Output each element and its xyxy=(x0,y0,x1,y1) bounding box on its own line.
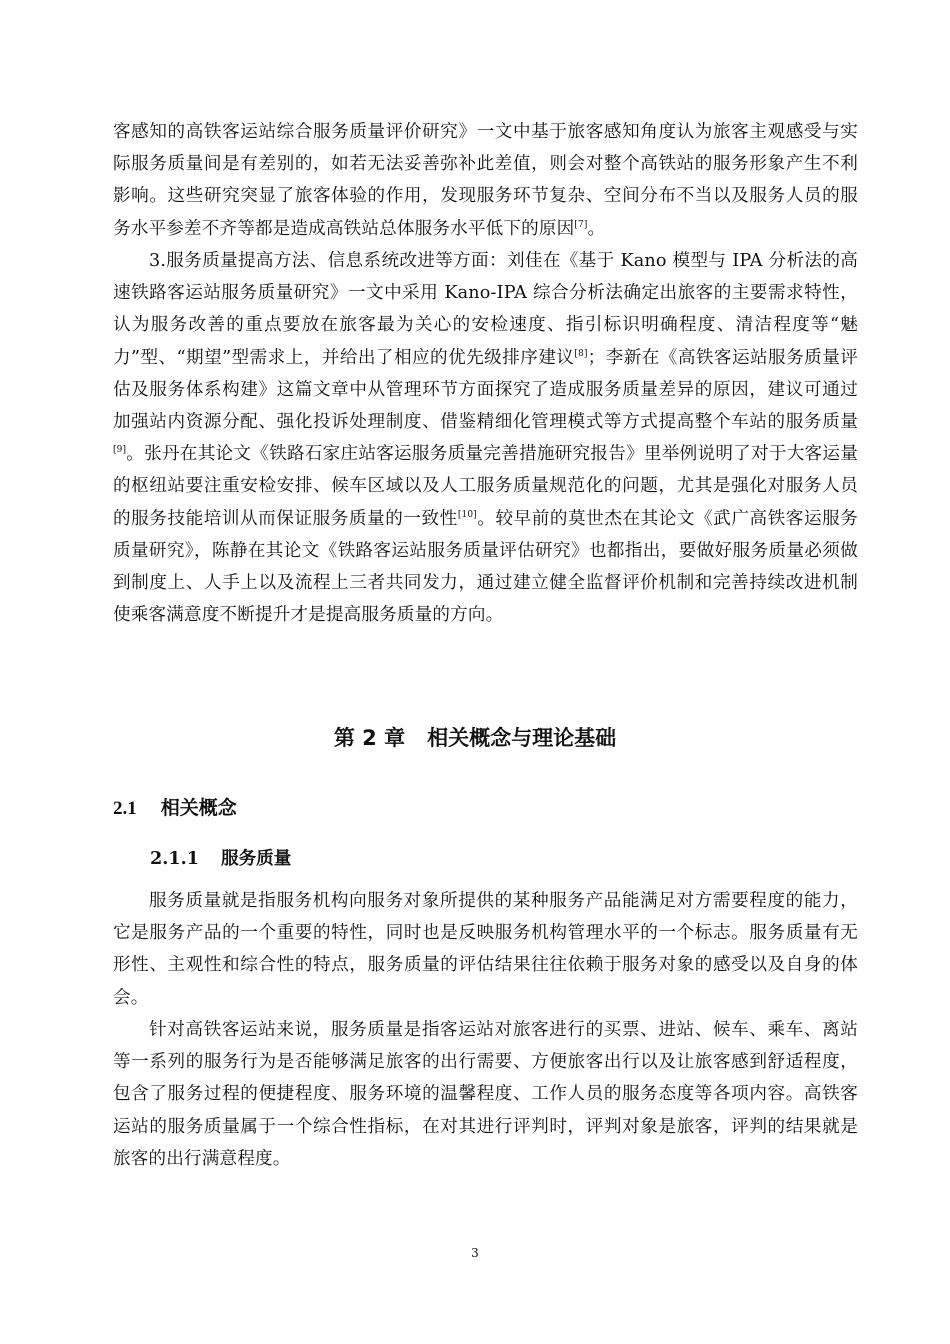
paragraph-text: 。较早前的莫世杰在其论文《武广高铁客运服务质量研究》，陈静在其论文《铁路客运站服务质量评估研究》也都指出，要做好服务质量必须做到制度上、人手上以及流程上三者共同发力，通过建立健全监督评价机制和完善持续改进机制使乘客满意度不断提升才是提高服务质量的方向。 xyxy=(113,508,858,626)
subsection-heading xyxy=(150,843,291,875)
paragraph-continued xyxy=(113,116,858,245)
page-number: 3 xyxy=(471,1246,479,1260)
citation-ref: [10] xyxy=(457,509,477,520)
paragraph-text: ；李新在《高铁客运站服务质量评估及服务体系构建》这篇文章中从管理环节方面探究了造成服务质量差异的原因，建议可通过加强站内资源分配、强化投诉处理制度、借鉴精细化管理模式等方式提高整个车站的服务质量 xyxy=(113,347,858,433)
paragraph-hsr-service-quality xyxy=(113,1014,858,1175)
paragraph-text: 针对高铁客运站来说，服务质量是指客运站对旅客进行的买票、进站、候车、乘车、离站等一系列的服务行为是否能够满足旅客的出行需要、方便旅客出行以及让旅客感到舒适程度，包含了服务过程的便捷程度、服务环境的温馨程度、工作人员的服务态度等各项内容。高铁客运站的服务质量属于一个综合性指标，在对其进行评判时，评判对象是旅客，评判的结果就是旅客的出行满意程度。 xyxy=(113,1020,858,1169)
paragraph-text: 。张丹在其论文《铁路石家庄站客运服务质量完善措施研究报告》里举例说明了对于大客运量的枢纽站要注重安检安排、候车区域以及人工服务质量规范化的问题，尤其是强化对服务人员的服务技能培训从而保证服务质量的一致性 xyxy=(113,444,858,529)
citation-ref: [9] xyxy=(113,445,127,456)
section-number: 2.1 xyxy=(113,798,137,819)
chapter-number: 第 2 章 xyxy=(333,726,406,750)
citation-ref: [8] xyxy=(574,348,588,359)
chapter-title: 相关概念与理论基础 xyxy=(427,726,617,750)
paragraph-text: 客感知的高铁客运站综合服务质量评价研究》一文中基于旅客感知角度认为旅客主观感受与实际服务质量间是有差别的，如若无法妥善弥补此差值，则会对整个高铁站的服务形象产生不利影响。这些研究突显了旅客体验的作用，发现服务环节复杂、空间分布不当以及服务人员的服务水平参差不齐等都是造成高铁站总体服务水平低下的原因 xyxy=(113,122,858,239)
subsection-number: 2.1.1 xyxy=(150,848,199,869)
chapter-heading xyxy=(0,720,950,756)
subsection-title: 服务质量 xyxy=(220,848,292,869)
paragraph-definition xyxy=(113,885,858,1014)
paragraph-tail: 。 xyxy=(587,218,606,239)
paragraph-text: 服务质量就是指服务机构向服务对象所提供的某种服务产品能满足对方需要程度的能力，它是服务产品的一个重要的特性，同时也是反映服务机构管理水平的一个标志。服务质量有无形性、主观性和综合性的特点，服务质量的评估结果往往依赖于服务对象的感受以及自身的体会。 xyxy=(113,891,858,1008)
paragraph-text: 3.服务质量提高方法、信息系统改进等方面：刘佳在《基于 Kano 模型与 IPA 分析法的高速铁路客运站服务质量研究》一文中采用 Kano-IPA 综合分析法确定出旅客的主要需求特性，认为服务改善的重点要放在旅客最为关心的安检速度、指引标识明确程度、清洁程度等“魅力”型、“期望”型需求上，并给出了相应的优先级排序建议 xyxy=(113,251,858,368)
paragraph-improvement-methods xyxy=(113,245,858,631)
section-heading xyxy=(113,792,237,825)
citation-ref: [7] xyxy=(574,219,588,230)
section-title: 相关概念 xyxy=(160,797,237,819)
